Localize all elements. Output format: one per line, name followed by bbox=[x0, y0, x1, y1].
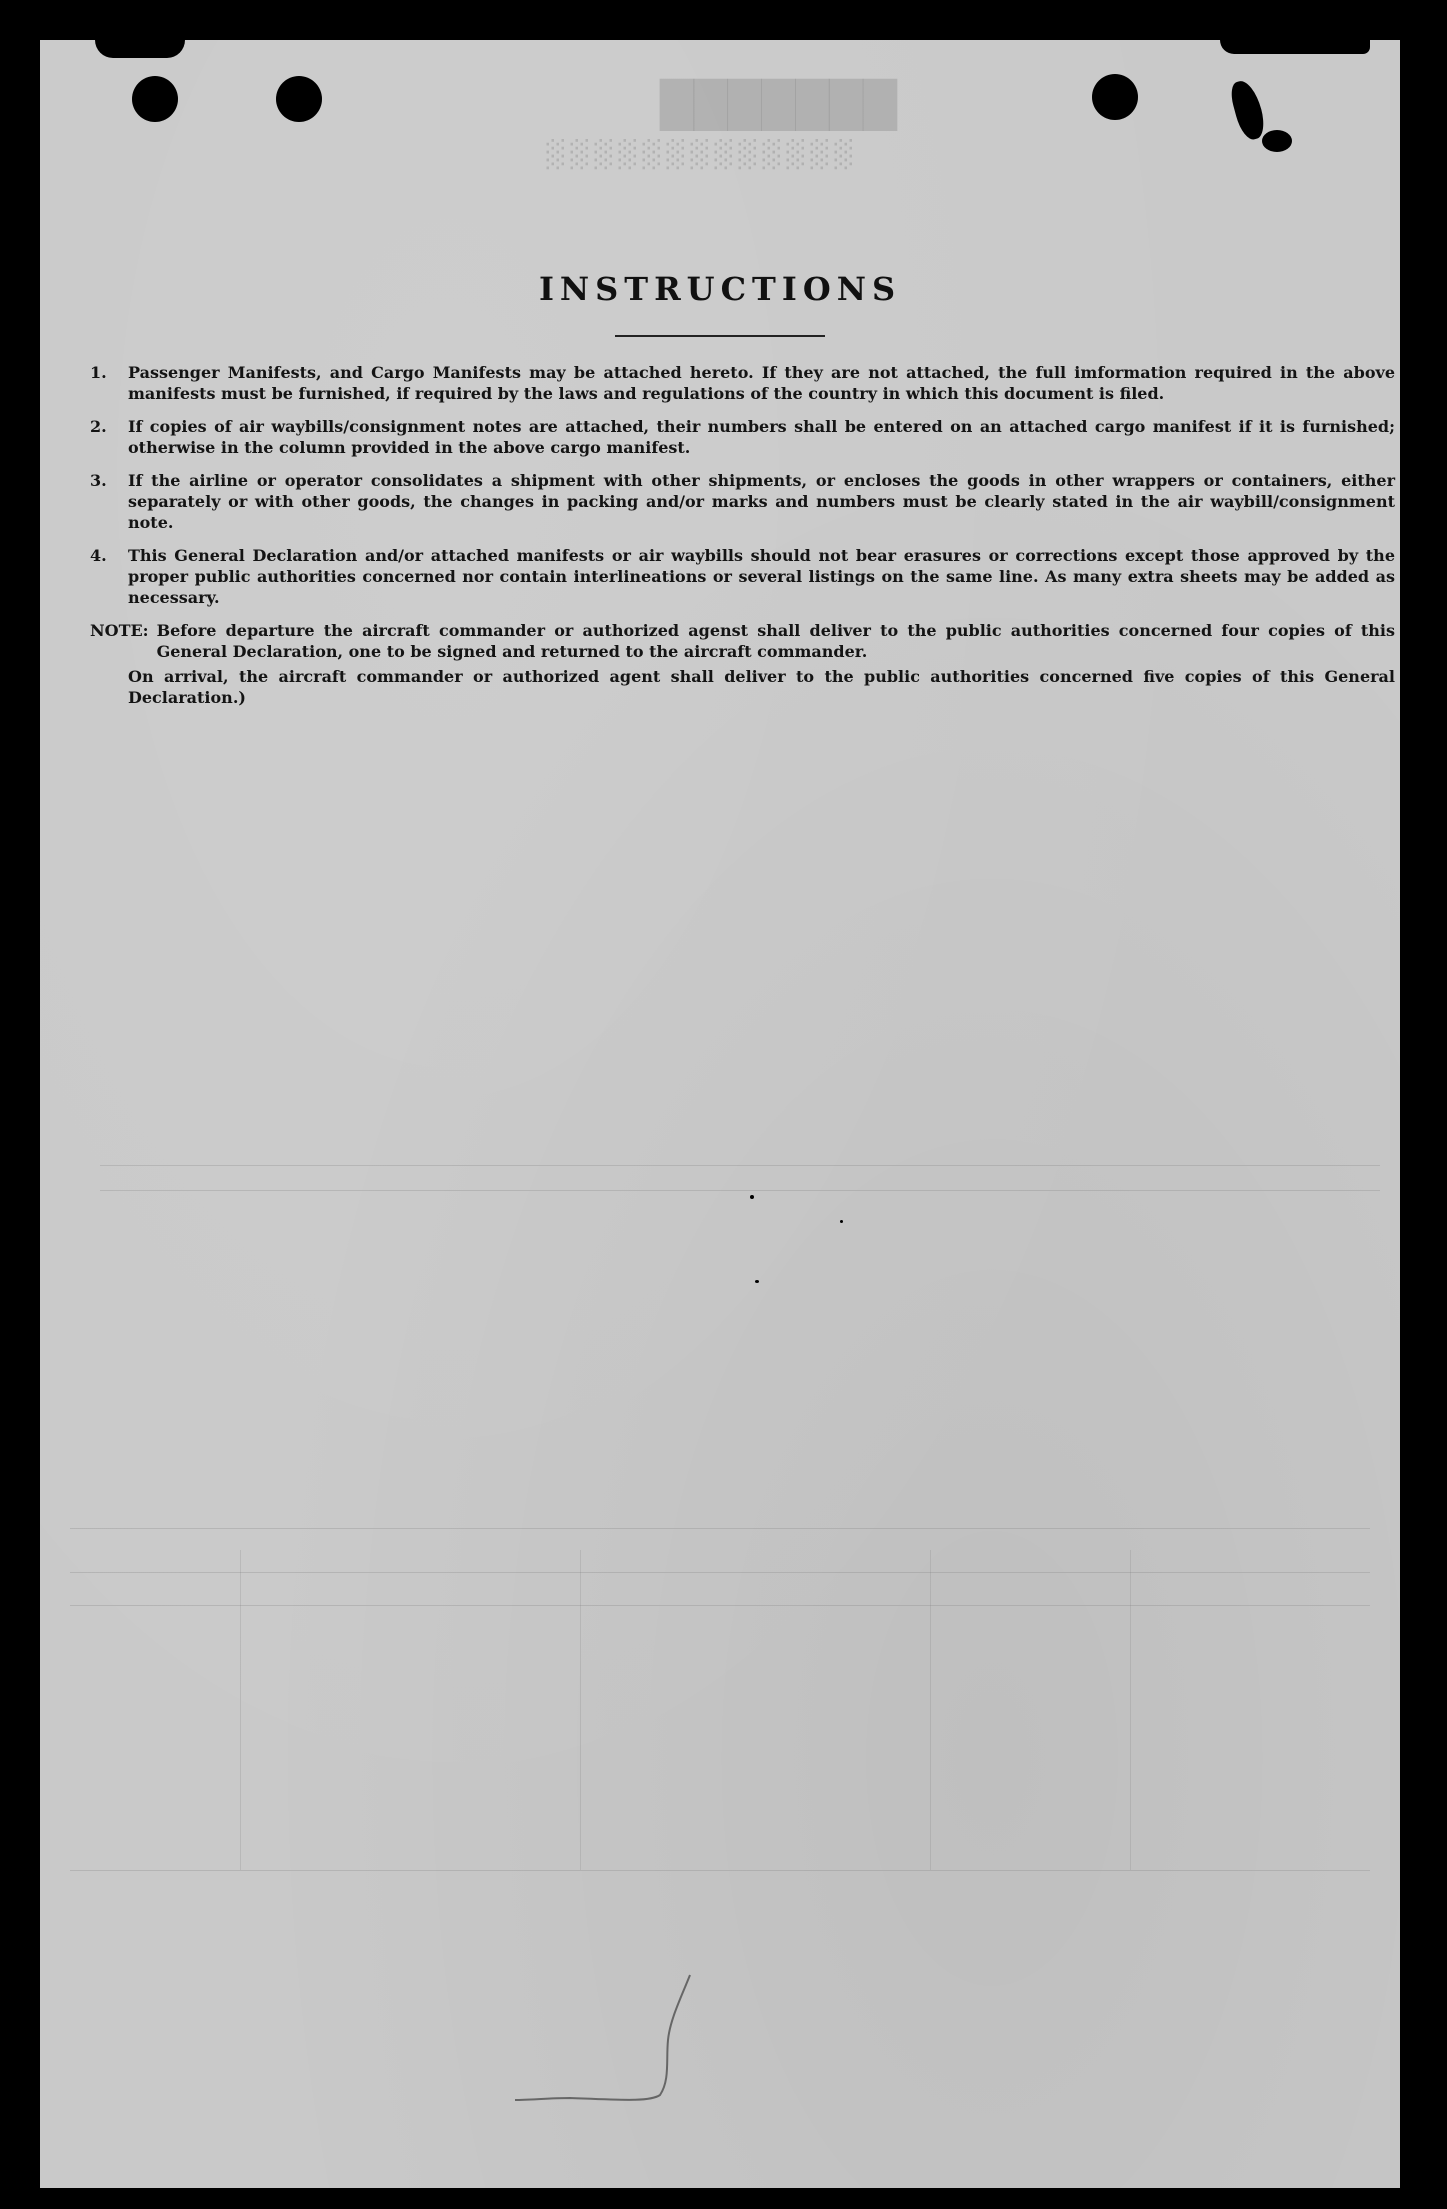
torn-corner-left bbox=[95, 40, 185, 58]
punch-hole-center-left bbox=[276, 76, 322, 122]
speck bbox=[840, 1220, 843, 1223]
instruction-text: Passenger Manifests, and Cargo Manifests may be attached hereto. If they are not attached, the full imformation required in the above manifests must be furnished, if required by the laws and regulations of the country in which this document is filed. bbox=[128, 363, 1395, 403]
show-through-column bbox=[1130, 1550, 1131, 1870]
punch-hole-left bbox=[132, 76, 178, 122]
instruction-item bbox=[90, 545, 1395, 608]
show-through-heading: ███████ bbox=[660, 80, 897, 131]
show-through-column bbox=[580, 1550, 581, 1870]
pencil-mark bbox=[510, 1930, 730, 2130]
show-through-rule bbox=[70, 1528, 1370, 1529]
document-page bbox=[40, 40, 1400, 2188]
show-through-rule bbox=[100, 1165, 1380, 1166]
instruction-text: If the airline or operator consolidates a shipment with other shipments, or encloses the goods in other wrappers or containers, either separately or with other goods, the changes in packing and/or marks and numbers must be clearly stated in the air waybill/consignment note. bbox=[128, 471, 1395, 532]
punch-hole-right bbox=[1092, 74, 1138, 120]
show-through-column bbox=[930, 1550, 931, 1870]
speck bbox=[755, 1280, 759, 1283]
instruction-number: 2. bbox=[90, 417, 107, 436]
ink-blot-small bbox=[1262, 130, 1292, 152]
speck bbox=[750, 1195, 754, 1199]
instruction-number: 4. bbox=[90, 546, 107, 565]
instruction-item bbox=[90, 470, 1395, 533]
note-label: NOTE: bbox=[90, 621, 149, 640]
instruction-number: 1. bbox=[90, 363, 107, 382]
note-arrival: On arrival, the aircraft commander or authorized agent shall deliver to the public authorities concerned five copies of this General Declaration.) bbox=[128, 667, 1395, 707]
torn-corner-right bbox=[1220, 40, 1370, 54]
show-through-rule bbox=[100, 1190, 1380, 1191]
ink-blot bbox=[1228, 78, 1269, 143]
note-block bbox=[90, 620, 1395, 662]
show-through-subheading: ░░░░░░░░░░░░░ bbox=[540, 140, 852, 170]
instruction-text: This General Declaration and/or attached manifests or air waybills should not bear erasures or corrections except those approved by the proper public authorities concerned nor contain interlineations or several listings on the same line. As many extra sheets may be added as necessary. bbox=[128, 546, 1395, 607]
show-through-column bbox=[240, 1550, 241, 1870]
page-title: INSTRUCTIONS bbox=[538, 270, 902, 308]
instruction-item bbox=[90, 362, 1395, 404]
instruction-item bbox=[90, 416, 1395, 458]
show-through-rule bbox=[70, 1870, 1370, 1871]
note-departure: Before departure the aircraft commander or authorized agenst shall deliver to the public authorities concerned four copies of this General Declaration, one to be signed and returned to the aircraft commander. bbox=[156, 621, 1395, 661]
instruction-text: If copies of air waybills/consignment notes are attached, their numbers shall be entered on an attached cargo manifest if it is furnished; otherwise in the column provided in the above cargo manifest. bbox=[128, 417, 1395, 457]
show-through-rule bbox=[70, 1605, 1370, 1606]
instruction-number: 3. bbox=[90, 471, 107, 490]
instructions-list bbox=[90, 362, 1395, 708]
title-underline bbox=[615, 335, 825, 337]
show-through-rule bbox=[70, 1572, 1370, 1573]
